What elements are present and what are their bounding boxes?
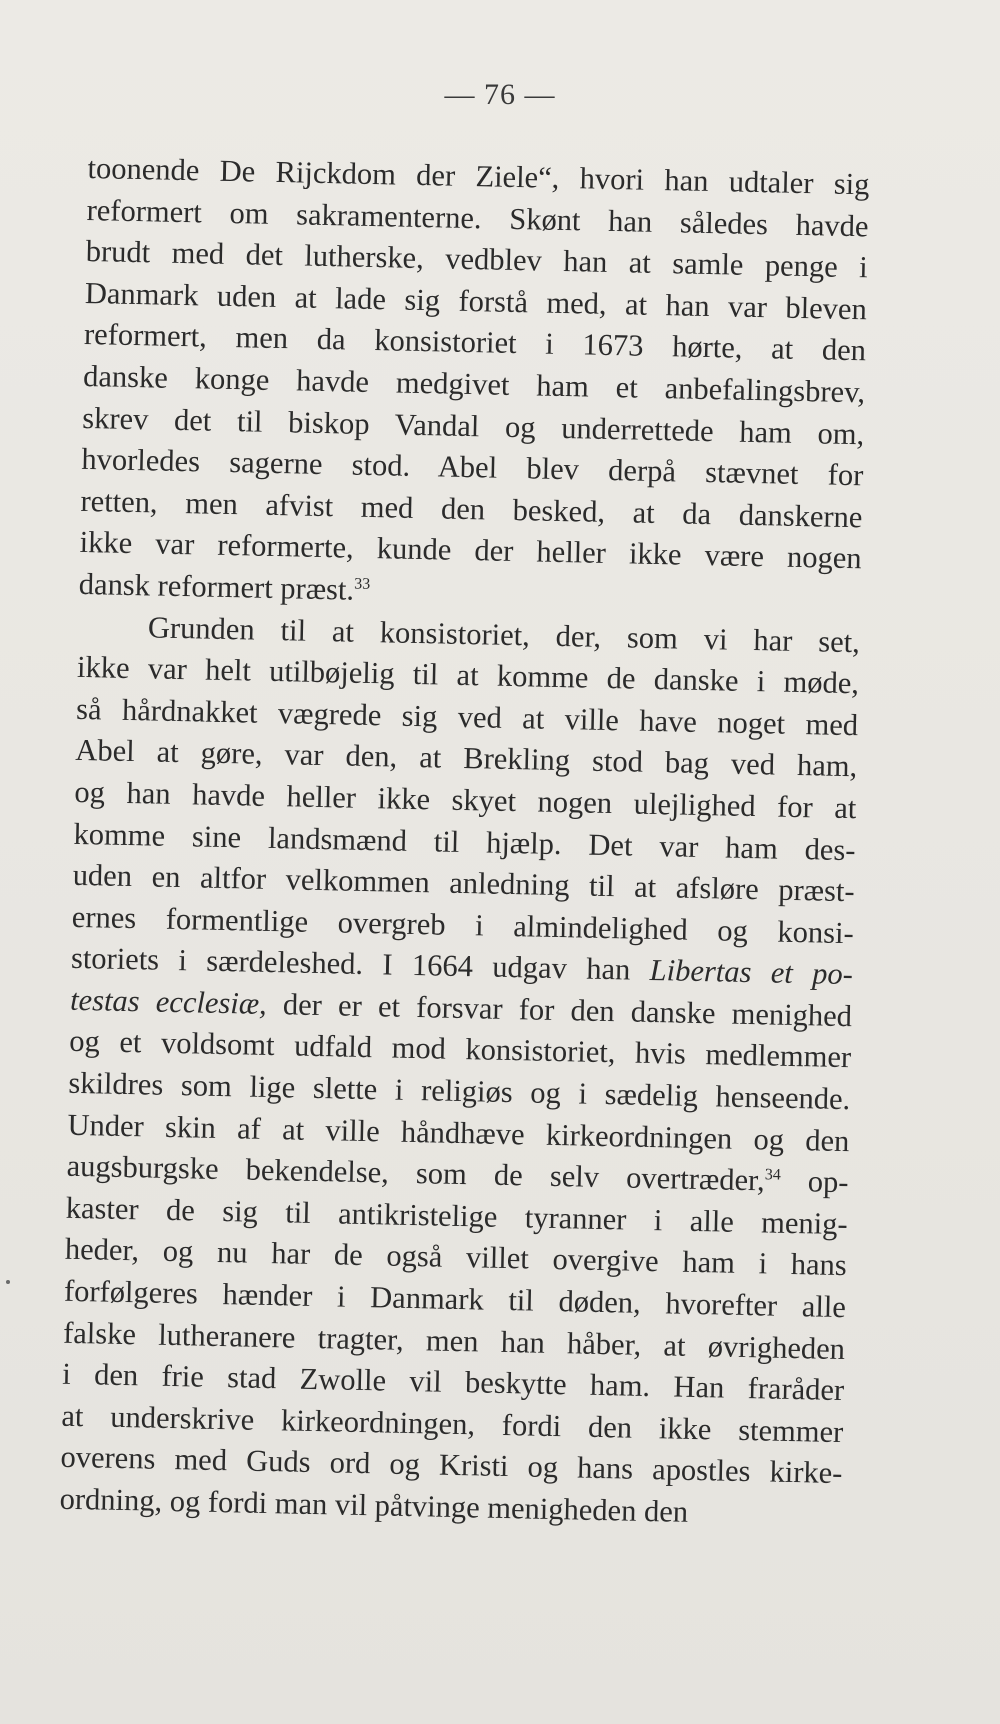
line-text: heder, og nu har de også villet overgive ham i hans <box>64 1232 848 1283</box>
line-text: storiets i særdeleshed. I 1664 udgav han <box>70 941 631 987</box>
line-text: Grunden til at konsistoriet, der, som vi har set, <box>147 609 861 659</box>
footnote-ref: 34 <box>764 1166 781 1184</box>
line-text: så hårdnakket vægrede sig ved at ville have noget med <box>75 691 859 742</box>
line-text: og han havde heller ikke skyet nogen ulejlighed for at <box>74 774 857 826</box>
line-text: dansk reformert præst. <box>78 566 355 607</box>
line-text: augsburgske bekendelse, som de selv overtræder, <box>66 1149 766 1198</box>
line-text: overens med Guds ord og Kristi og hans apostles kirke- <box>60 1440 843 1491</box>
line-text: hvorledes sagerne stod. Abel blev derpå stævnet for <box>81 442 864 493</box>
line-tail: op- <box>807 1164 849 1200</box>
line-text: og et voldsomt udfald mod konsistoriet, hvis medlemmer <box>68 1024 852 1075</box>
line-text: brudt med det lutherske, vedblev han at samle penge i <box>85 234 869 285</box>
line-text: forfølgeres hænder i Danmark til døden, hvorefter alle <box>63 1273 847 1325</box>
italic-title: testas ecclesiæ, <box>69 982 268 1021</box>
line-text: Abel at gøre, var den, at Brekling stod bag ved ham, <box>75 733 858 784</box>
body-text <box>59 148 870 1537</box>
line-text: der er et forsvar for den danske menighed <box>282 987 853 1034</box>
line-text: Under skin af at ville håndhæve kirkeordningen og den <box>67 1107 850 1158</box>
margin-mark <box>6 1280 10 1284</box>
line-text: kaster de sig til antikristelige tyranner i alle menig- <box>65 1190 848 1241</box>
line-text: ordning, og fordi man vil påtvinge menigheden den <box>59 1481 689 1529</box>
line-text: toonende De Rijckdom der Ziele“, hvori han udtaler sig <box>87 150 870 202</box>
line-text: ernes formentlige overgreb i almindelighed og konsi- <box>71 899 855 950</box>
page-number: — 76 — <box>444 78 556 111</box>
line-text: reformert om sakramenterne. Skønt han således havde <box>86 192 869 243</box>
line-text: ikke var helt utilbøjelig til at komme de danske i møde, <box>76 650 860 701</box>
line-text: danske konge havde medgivet ham et anbefalingsbrev, <box>82 358 866 410</box>
line-text: retten, men afvist med den besked, at da danskerne <box>80 483 863 535</box>
line-text: uden en altfor velkommen anledning til at afsløre præst- <box>72 857 855 909</box>
line-text: reformert, men da konsistoriet i 1673 hørte, at den <box>83 317 867 368</box>
line-text: skrev det til biskop Vandal og underrettede ham om, <box>81 400 865 451</box>
line-text: falske lutheranere tragter, men han håber, at øvrigheden <box>62 1315 846 1366</box>
line-text: skildres som lige slette i religiøs og i sædelig henseende. <box>68 1065 851 1117</box>
footnote-ref: 33 <box>354 575 371 593</box>
line-text: komme sine landsmænd til hjælp. Det var ham des- <box>73 816 856 867</box>
line-text: ikke var reformerte, kunde der heller ikke være nogen <box>79 525 862 576</box>
line-text: at underskrive kirkeordningen, fordi den ikke stemmer <box>61 1398 844 1449</box>
line-text: i den frie stad Zwolle vil beskytte ham. Han fraråder <box>61 1356 845 1408</box>
italic-title: Libertas et po- <box>649 953 854 992</box>
line-text: Danmark uden at lade sig forstå med, at han var bleven <box>84 275 868 327</box>
